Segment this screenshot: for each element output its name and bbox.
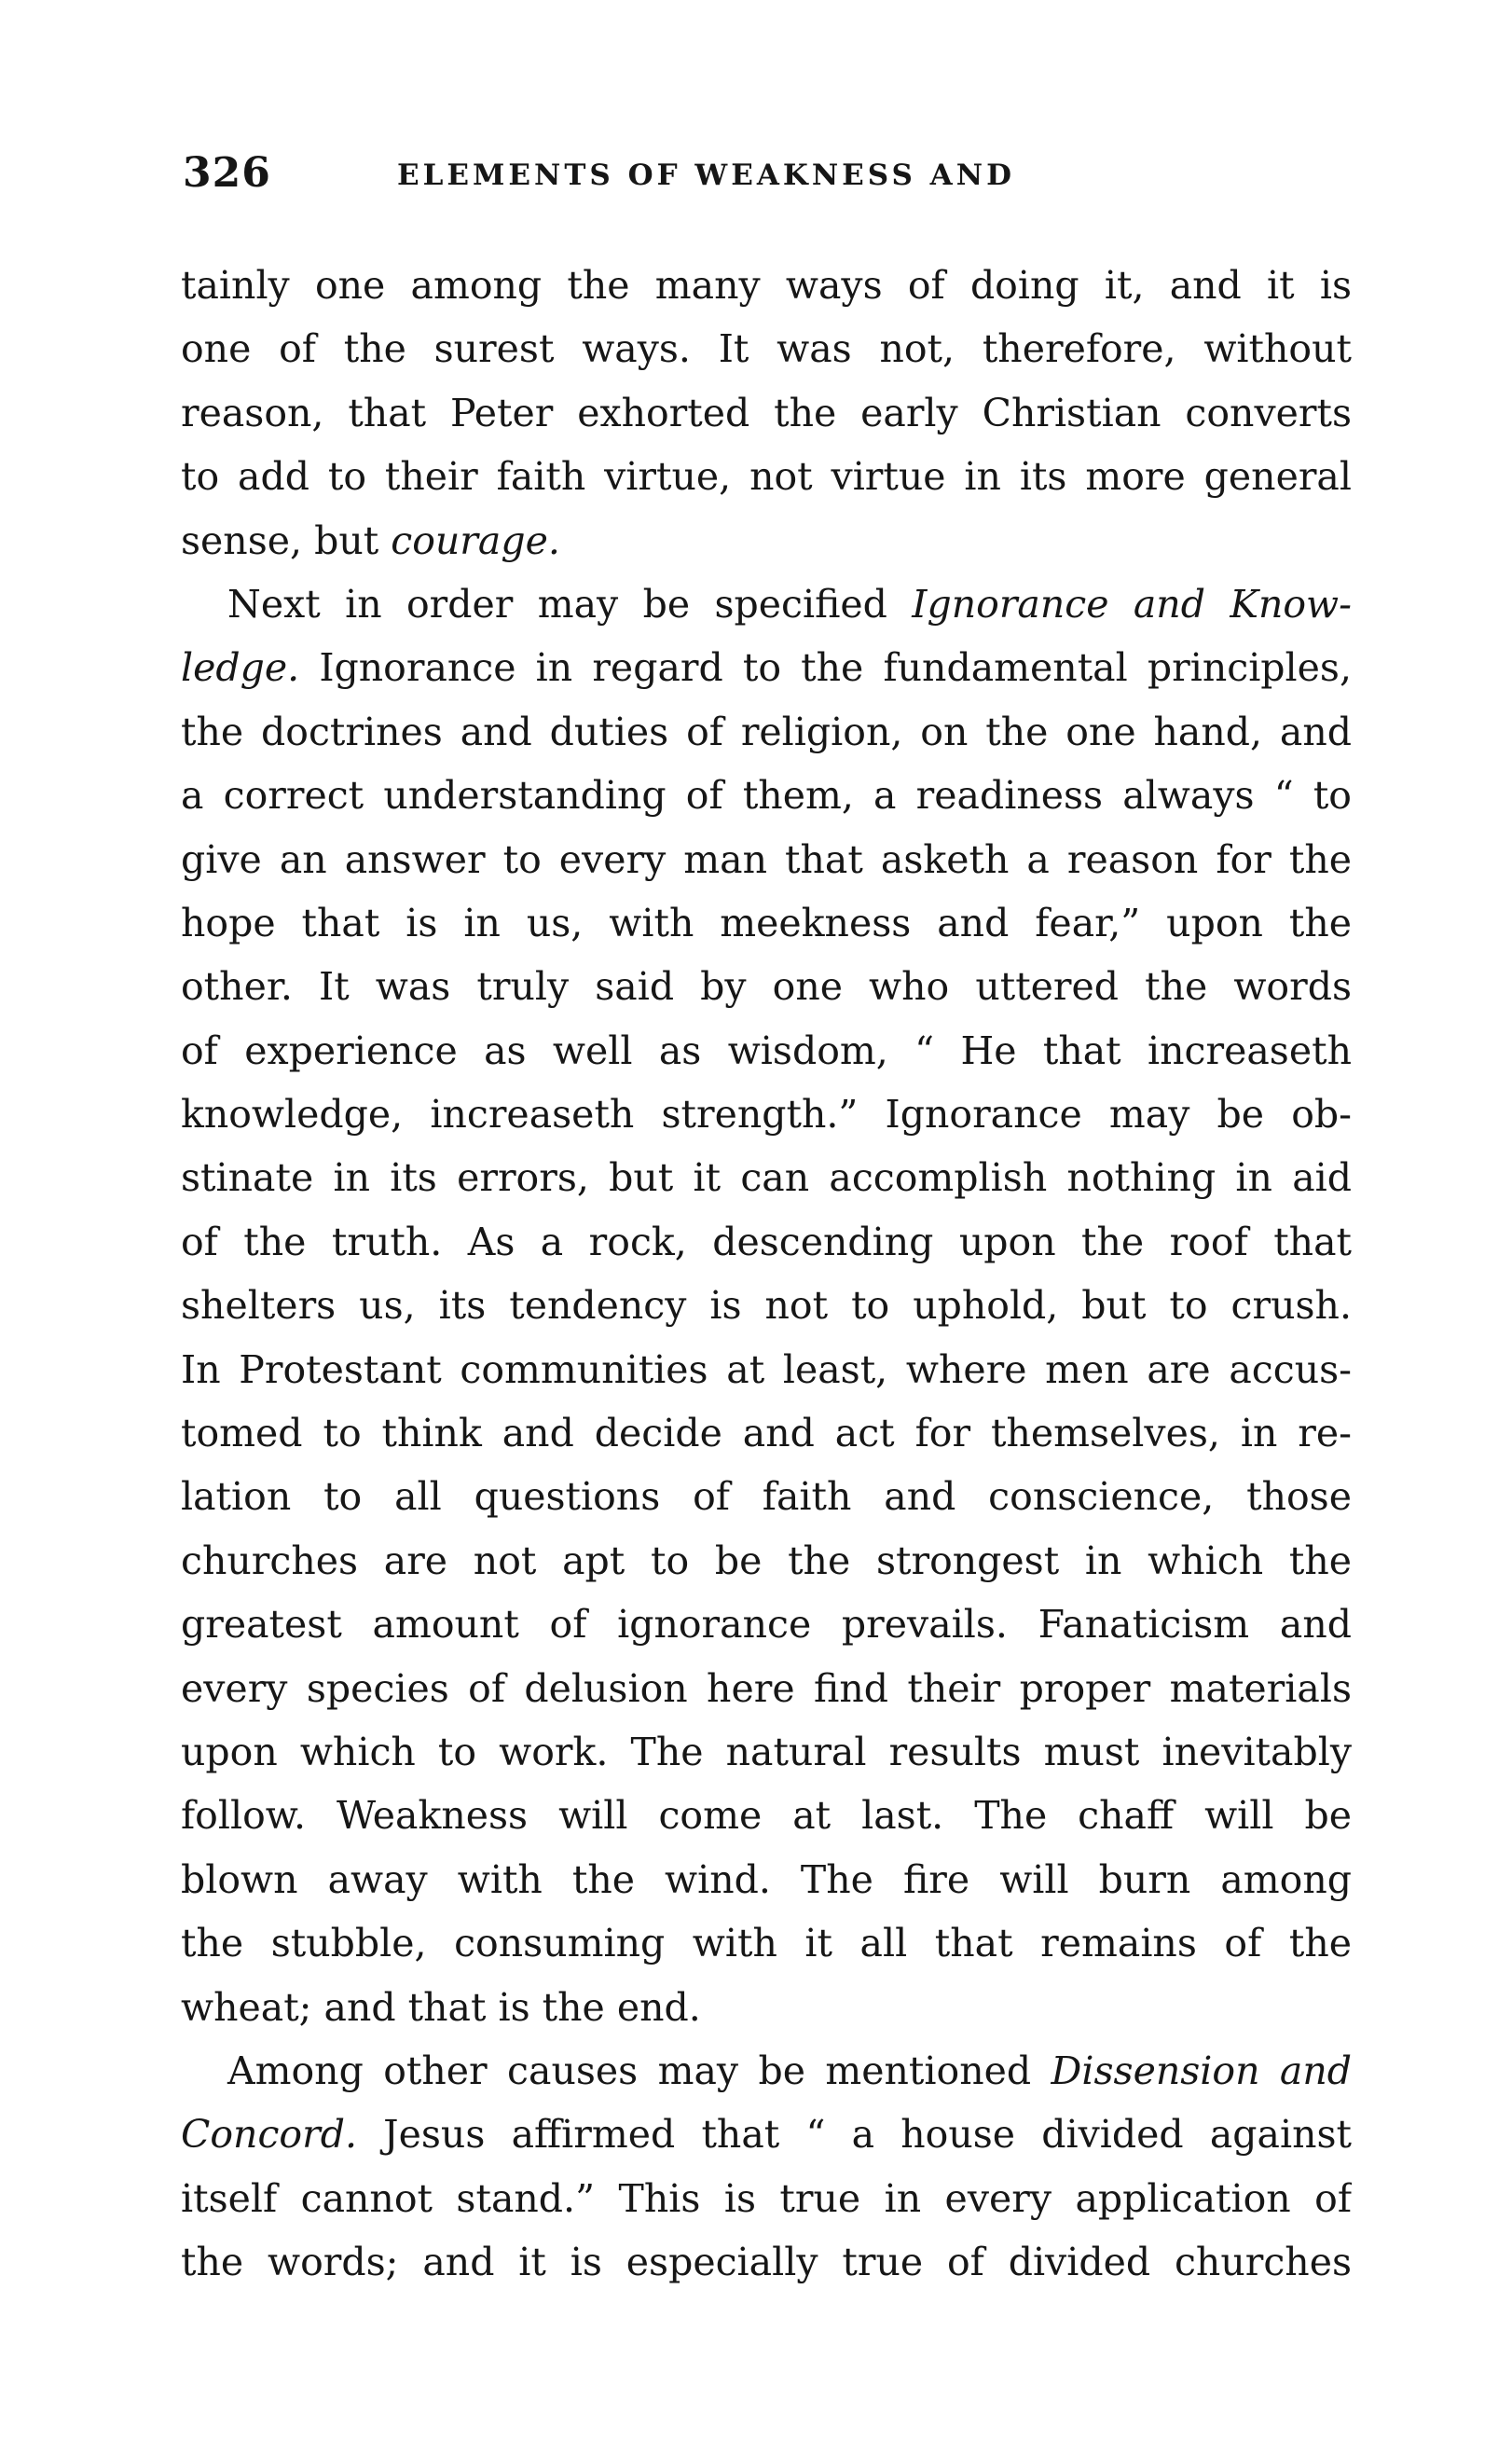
text-line: knowledge, increaseth strength.” Ignorance may be ob- bbox=[181, 1092, 1352, 1138]
text-line: the doctrines and duties of religion, on the one hand, and bbox=[181, 709, 1352, 754]
page-number: 326 bbox=[183, 149, 271, 197]
text-line: tomed to think and decide and act for themselves, in re- bbox=[181, 1411, 1352, 1456]
line-text: wheat; and that is the end. bbox=[181, 1984, 701, 2030]
line-text: sense, but bbox=[181, 517, 392, 563]
text-line bbox=[181, 1976, 1352, 2039]
text-line: shelters us, its tendency is not to uphold, but to crush. bbox=[181, 1283, 1352, 1329]
text-line: lation to all questions of faith and conscience, those bbox=[181, 1474, 1352, 1520]
text-line: to add to their faith virtue, not virtue in its more general bbox=[181, 454, 1352, 500]
line-text: Ignorance in regard to the fundamental principles, bbox=[299, 645, 1352, 691]
text-line: In Protestant communities at least, where men are accus- bbox=[181, 1346, 1352, 1392]
text-line: blown away with the wind. The fire will burn among bbox=[181, 1856, 1352, 1902]
italic-term: courage. bbox=[391, 517, 560, 563]
text-line: hope that is in us, with meekness and fear,” upon the bbox=[181, 900, 1352, 945]
text-line bbox=[181, 572, 1352, 636]
page-header bbox=[183, 149, 1348, 205]
text-line: stinate in its errors, but it can accomplish nothing in aid bbox=[181, 1155, 1352, 1201]
text-line: the words; and it is especially true of divided churches bbox=[181, 2240, 1352, 2285]
text-line bbox=[181, 636, 1352, 699]
line-text: Among other causes may be mentioned bbox=[227, 2048, 1052, 2093]
text-line bbox=[181, 2103, 1352, 2166]
italic-term: ledge. bbox=[181, 645, 300, 691]
italic-term: Ignorance and Know- bbox=[912, 581, 1352, 627]
text-line: the stubble, consuming with it all that remains of the bbox=[181, 1921, 1352, 1966]
text-line: other. It was truly said by one who uttered the words bbox=[181, 964, 1352, 1010]
text-line: itself cannot stand.” This is true in every application of bbox=[181, 2175, 1352, 2221]
text-line bbox=[181, 509, 1352, 572]
text-line: follow. Weakness will come at last. The chaff will be bbox=[181, 1793, 1352, 1839]
italic-term: Dissension and bbox=[1051, 2048, 1352, 2093]
body-text bbox=[181, 254, 1352, 2295]
running-head: ELEMENTS OF WEAKNESS AND bbox=[397, 159, 1015, 192]
text-line bbox=[181, 2039, 1352, 2103]
text-line: reason, that Peter exhorted the early Christian converts bbox=[181, 390, 1352, 435]
text-line: one of the surest ways. It was not, therefore, without bbox=[181, 326, 1352, 372]
line-text: Next in order may be specified bbox=[227, 581, 913, 627]
text-line: of experience as well as wisdom, “ He that increaseth bbox=[181, 1028, 1352, 1073]
line-text: Jesus affirmed that “ a house divided against bbox=[356, 2112, 1352, 2158]
text-line: churches are not apt to be the strongest in which the bbox=[181, 1538, 1352, 1583]
text-line: tainly one among the many ways of doing it, and it is bbox=[181, 263, 1352, 308]
text-line: greatest amount of ignorance prevails. Fanaticism and bbox=[181, 1602, 1352, 1648]
text-line: every species of delusion here find their proper materials bbox=[181, 1665, 1352, 1711]
text-line: upon which to work. The natural results must inevitably bbox=[181, 1729, 1352, 1774]
text-line: give an answer to every man that asketh a reason for the bbox=[181, 836, 1352, 882]
text-line: a correct understanding of them, a readiness always “ to bbox=[181, 773, 1352, 819]
italic-term: Concord. bbox=[181, 2112, 357, 2158]
text-line: of the truth. As a rock, descending upon the roof that bbox=[181, 1219, 1352, 1264]
